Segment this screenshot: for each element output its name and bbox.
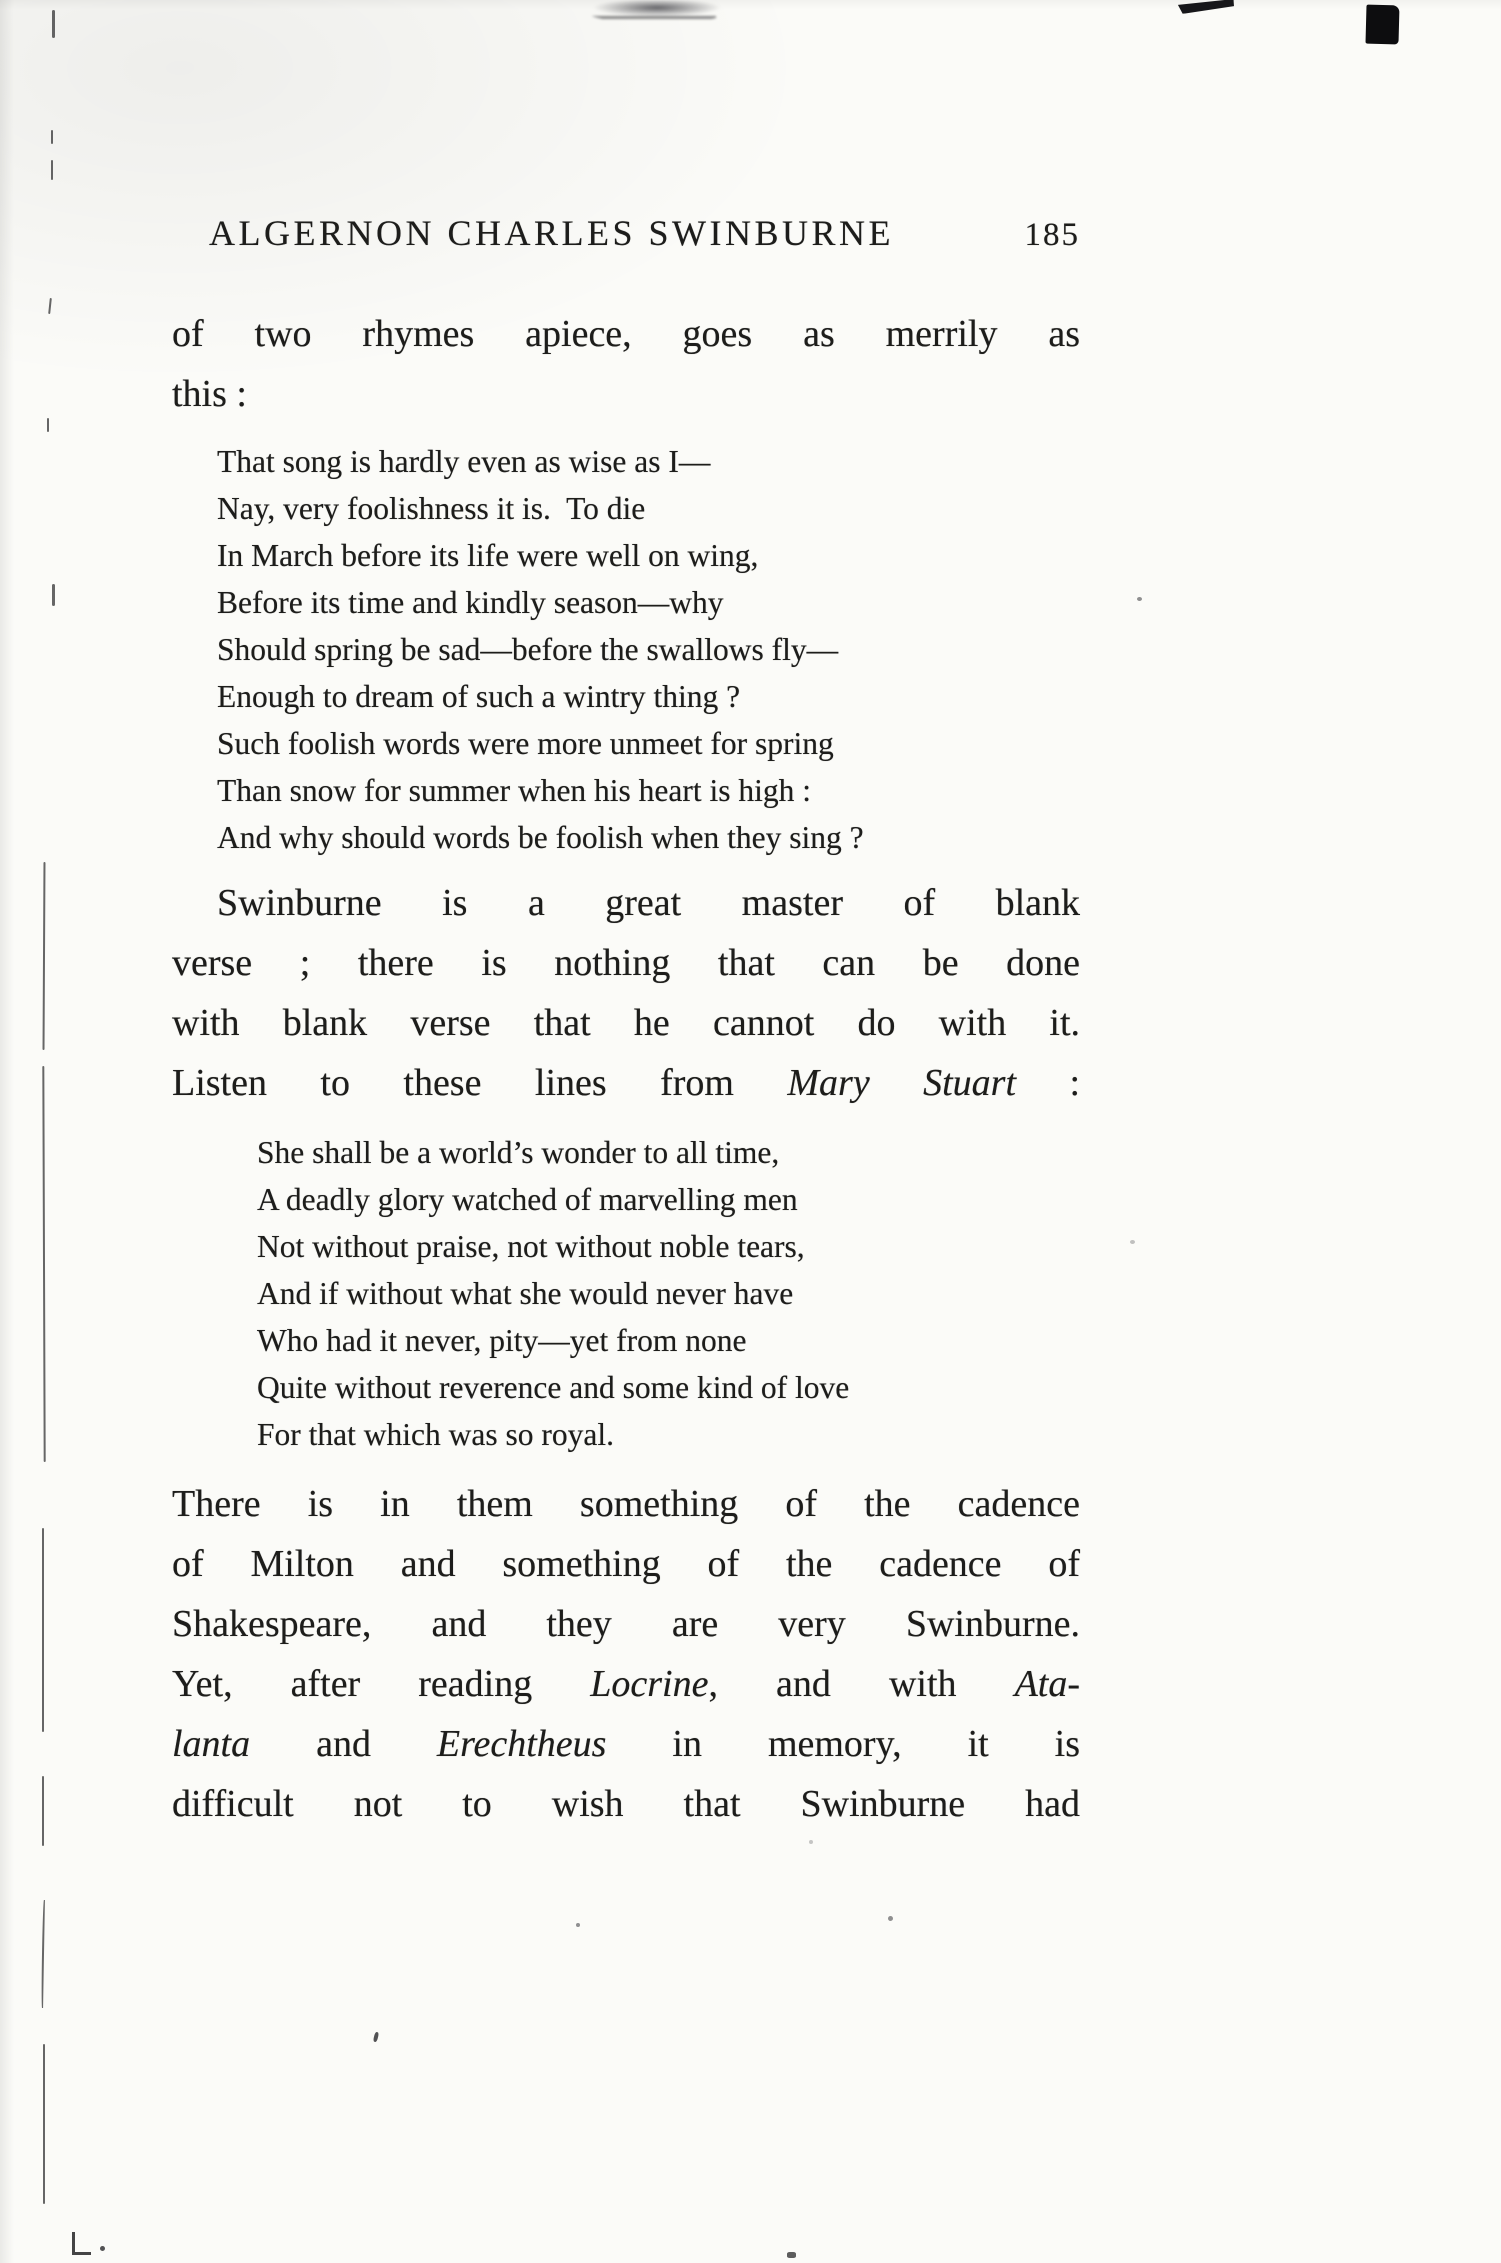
text-segment: And why should words be foolish when they sing ? [217,820,864,855]
scan-margin-mark [51,160,53,180]
text-line [172,1474,1080,1534]
text-line [172,1654,1080,1714]
text-segment: : [1016,1062,1080,1104]
text-segment: Nay, very foolishness it is. To die [217,491,646,526]
scan-margin-mark [51,130,53,144]
text-segment: Swinburne is a great master of blank [217,882,1080,924]
text-segment: She shall be a world’s wonder to all time, [257,1135,780,1170]
text-line [257,1176,1080,1223]
text-segment: this : [172,373,247,415]
text-segment: Shakespeare, and they are very Swinburne. [172,1603,1080,1645]
text-segment: difficult not to wish that Swinburne had [172,1783,1080,1825]
text-line [172,1534,1080,1594]
text-line [172,1714,1080,1774]
text-segment: There is in them something of the cadence [172,1483,1080,1525]
text-segment: Before its time and kindly season—why [217,585,724,620]
text-line [172,933,1080,993]
scan-smudge-top [586,0,728,22]
scan-speck [809,1840,813,1844]
scan-speck [1130,1240,1135,1244]
text-line [257,1411,1080,1458]
scan-gutter-line [43,2044,45,2204]
text-segment: For that which was so royal. [257,1417,614,1452]
scan-corner-mark [72,2232,91,2255]
text-segment: Enough to dream of such a wintry thing ? [217,679,741,714]
text-segment: verse ; there is nothing that can be done [172,942,1080,984]
italic-text-segment: Erechtheus [436,1723,607,1765]
text-line [257,1364,1080,1411]
text-line [172,364,1080,424]
scan-speck [373,2032,379,2043]
running-head-title: ALGERNON CHARLES SWINBURNE [209,213,894,253]
text-segment: Listen to these lines from [172,1062,788,1104]
text-line [172,1594,1080,1654]
text-line [257,1317,1080,1364]
italic-text-segment: Mary Stuart [787,1062,1017,1104]
text-segment: Should spring be sad—before the swallows fly— [217,632,839,667]
text-line [172,1053,1080,1113]
scan-gutter-line [43,862,46,1050]
scan-gutter-line [42,1776,44,1846]
text-segment: A deadly glory watched of marvelling men [257,1182,798,1217]
text-line [172,304,1080,364]
scan-speck [787,2252,796,2258]
quoted-poem-spring-song [217,438,1080,861]
scan-gutter-line [42,1528,44,1732]
quoted-poem-mary-stuart [257,1129,1080,1458]
text-line [257,1270,1080,1317]
scan-speck [576,1923,580,1927]
text-segment: Quite without reverence and some kind of love [257,1370,850,1405]
text-segment: In March before its life were well on wing, [217,538,759,573]
scan-speck [100,2246,105,2251]
text-line [257,1129,1080,1176]
text-segment: Who had it never, pity—yet from none [257,1323,747,1358]
scan-margin-mark [52,584,55,606]
text-segment: of two rhymes apiece, goes as merrily as [172,313,1080,355]
italic-text-segment: lanta [172,1723,251,1765]
text-line [217,720,1080,767]
text-line [217,532,1080,579]
paragraph-blank-verse [172,873,1080,1113]
scan-ink-mark-top-right [1178,0,1234,14]
text-line [217,485,1080,532]
scan-margin-mark [48,298,52,314]
text-segment: , and with [708,1663,1015,1705]
text-segment: Yet, after reading [172,1663,591,1705]
text-line [217,626,1080,673]
page-number: 185 [1024,217,1080,253]
text-segment: of Milton and something of the cadence of [172,1543,1080,1585]
text-segment: Than snow for summer when his heart is high : [217,773,812,808]
text-line [217,438,1080,485]
scan-margin-mark [47,418,49,432]
text-segment: Such foolish words were more unmeet for spring [217,726,834,761]
text-line [172,993,1080,1053]
intro-paragraph [172,304,1080,424]
scan-margin-mark [52,10,55,38]
text-line [217,673,1080,720]
paragraph-cadence [172,1474,1080,1834]
text-line [257,1223,1080,1270]
text-line [172,873,1080,933]
page-content [172,212,1080,1834]
scan-gutter-line [41,1900,45,2008]
text-line [217,579,1080,626]
scan-ink-blob-corner [1365,5,1399,45]
italic-text-segment: Ata- [1014,1663,1080,1705]
text-line [217,767,1080,814]
text-segment: That song is hardly even as wise as I— [217,444,711,479]
text-line [217,814,1080,861]
text-segment: with blank verse that he cannot do with it. [172,1002,1080,1044]
scan-gutter-line [42,1066,45,1462]
text-line [172,1774,1080,1834]
italic-text-segment: Locrine [590,1663,709,1705]
page-header [172,212,1080,260]
text-segment: And if without what she would never have [257,1276,794,1311]
text-segment: Not without praise, not without noble tears, [257,1229,805,1264]
text-segment: and [250,1723,437,1765]
scan-speck [1137,597,1142,601]
text-segment: in memory, it is [606,1723,1080,1765]
scan-speck [888,1916,893,1921]
